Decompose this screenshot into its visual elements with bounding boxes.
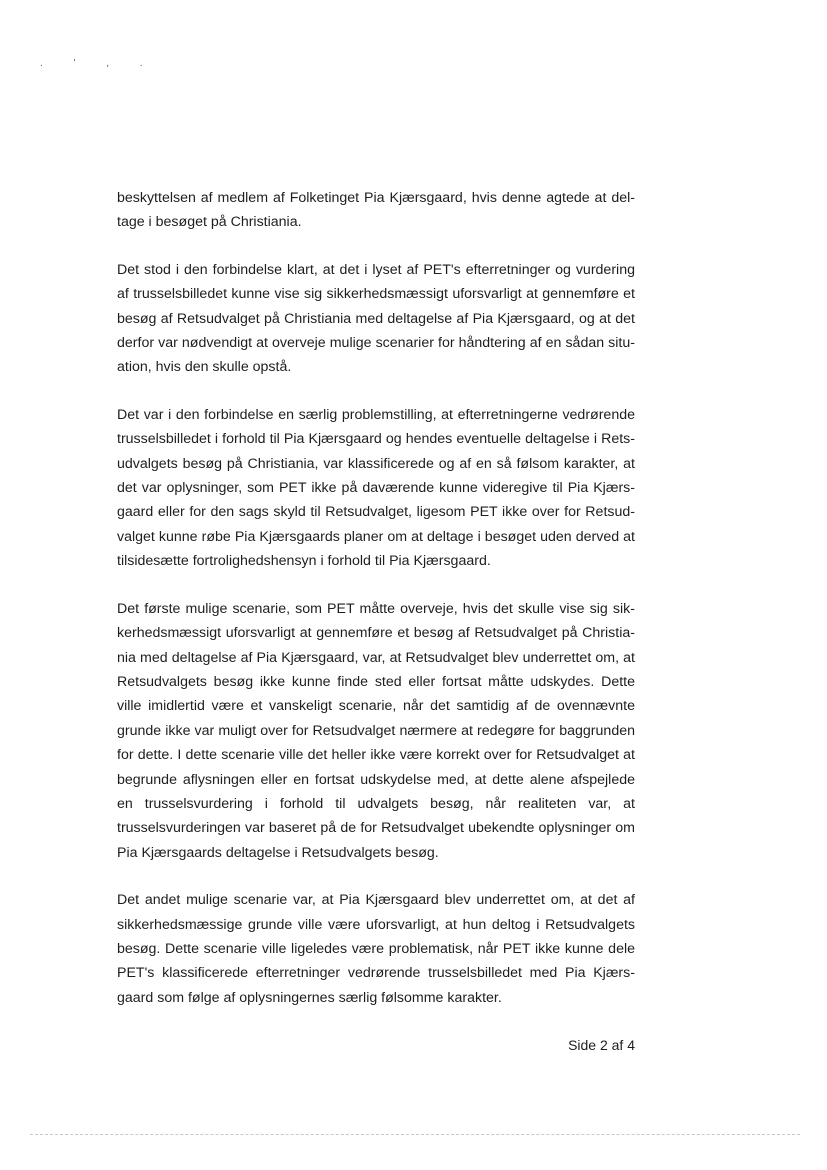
document-body: [117, 186, 635, 1033]
paragraph-3: Det var i den forbindelse en særlig problemstilling, at efterretningerne vedrørende trusselsbilledet i forhold til Pia Kjærsgaard og hendes eventuelle deltagelse i Retsudvalgets besøg på Christiania, var klassificerede og af en så følsom karakter, at det var oplysninger, som PET ikke på daværende kunne videregive til Pia Kjærsgaard eller for den sags skyld til Retsudvalget, ligesom PET ikke over for Retsudvalget kunne røbe Pia Kjærsgaards planer om at deltage i besøget uden derved at tilsidesætte fortrolighedshensyn i forhold til Pia Kjærsgaard.: [117, 406, 635, 570]
paragraph-5: Det andet mulige scenarie var, at Pia Kjærsgaard blev underrettet om, at det af sikkerhedsmæssige grunde ville være uforsvarligt, at hun deltog i Retsudvalgets besøg. Dette scenarie ville ligeledes være problematisk, når PET ikke kunne dele PET's klassificerede efterretninger vedrørende trusselsbilledet med Pia Kjærsgaard som følge af oplysningernes særlig følsomme karakter.: [117, 892, 635, 1006]
scan-edge-line: [30, 1134, 800, 1136]
paragraph-4: Det første mulige scenarie, som PET måtte overveje, hvis det skulle vise sig sikkerhedsmæssigt uforsvarligt at gennemføre et besøg af Retsudvalget på Christiania med deltagelse af Pia Kjærsgaard, var, at Retsudvalget blev underrettet om, at Retsudvalgets besøg ikke kunne finde sted eller fortsat måtte udskydes. Dette ville imidlertid være et vanskeligt scenarie, når det samtidig af de ovennævnte grunde ikke var muligt over for Retsudvalget nærmere at redegøre for baggrunden for dette. I dette scenarie ville det heller ikke være korrekt over for Retsudvalget at begrunde aflysningen eller en fortsat udskydelse med, at dette alene afspejlede en trusselsvurdering i forhold til udvalgets besøg, når realiteten var, at trusselsvurderingen var baseret på de for Retsudvalget ubekendte oplysninger om Pia Kjærsgaards deltagelse i Retsudvalgets besøg.: [117, 600, 635, 861]
page-number: Side 2 af 4: [568, 1037, 635, 1053]
scan-marks: . ' , .: [40, 58, 157, 69]
paragraph-2: Det stod i den forbindelse klart, at det i lyset af PET's efterretninger og vurdering af trusselsbilledet kunne vise sig sikkerhedsmæssigt uforsvarligt at gennemføre et besøg af Retsudvalget på Christiania med deltagelse af Pia Kjærsgaard, og at det derfor var nødvendigt at overveje mulige scenarier for håndtering af en sådan situation, hvis den skulle opstå.: [117, 261, 635, 376]
paragraph-1: beskyttelsen af medlem af Folketinget Pia Kjærsgaard, hvis denne agtede at deltage i besøget på Christiania.: [117, 190, 635, 231]
